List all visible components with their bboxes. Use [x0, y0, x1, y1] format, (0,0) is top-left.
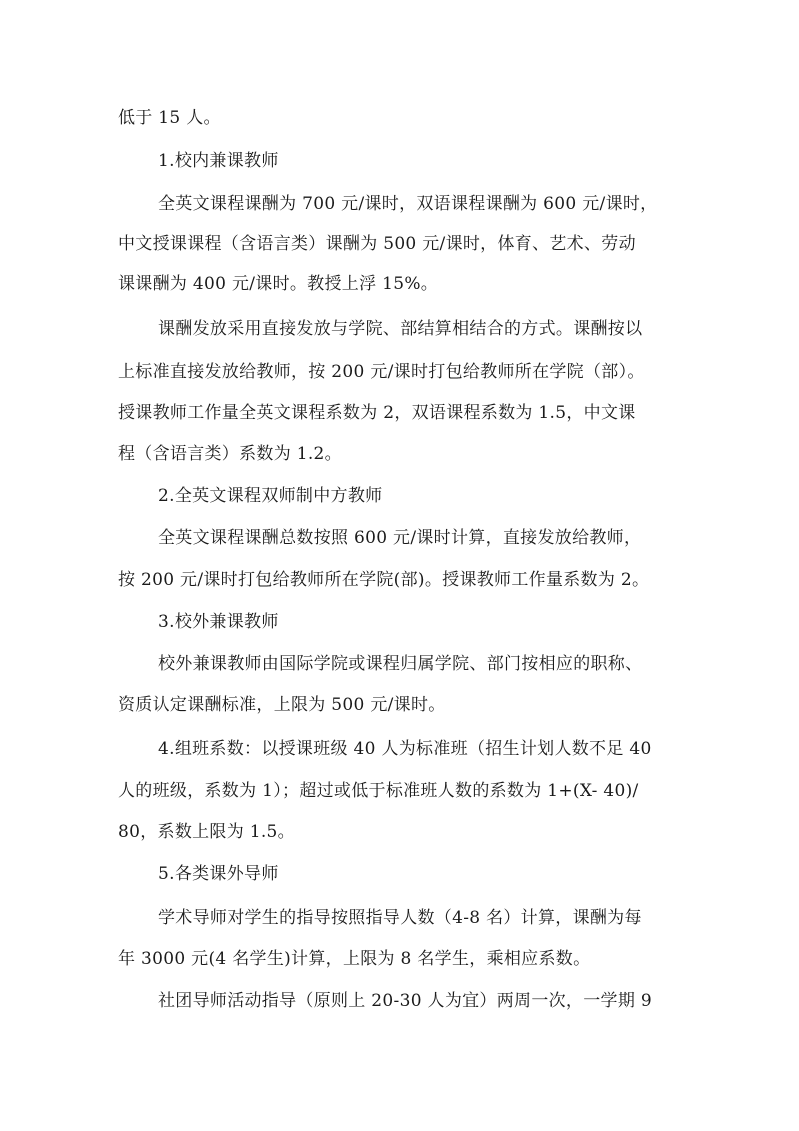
text-line-continuation: 低于 15 人。	[118, 108, 221, 128]
section-heading-3: 3.校外兼课教师	[158, 612, 279, 632]
text-line: 授课教师工作量全英文课程系数为 2，双语课程系数为 1.5，中文课	[118, 403, 636, 423]
text-line: 资质认定课酬标准，上限为 500 元/课时。	[118, 695, 446, 715]
text-line: 按 200 元/课时打包给教师所在学院(部)。授课教师工作量系数为 2。	[118, 570, 650, 590]
text-line: 中文授课课程（含语言类）课酬为 500 元/课时，体育、艺术、劳动	[118, 234, 636, 254]
text-line: 课酬发放采用直接发放与学院、部结算相结合的方式。课酬按以	[158, 319, 643, 339]
text-line: 全英文课程课酬总数按照 600 元/课时计算，直接发放给教师，	[158, 528, 642, 548]
text-line: 程（含语言类）系数为 1.2。	[118, 444, 342, 464]
section-heading-4: 4.组班系数：以授课班级 40 人为标准班（招生计划人数不足 40	[158, 739, 652, 759]
section-heading-5: 5.各类课外导师	[158, 864, 279, 884]
text-line: 80，系数上限为 1.5。	[118, 822, 295, 842]
text-line: 人的班级，系数为 1）；超过或低于标准班人数的系数为 1+(X- 40)/	[118, 781, 639, 801]
text-line: 社团导师活动指导（原则上 20-30 人为宜）两周一次，一学期 9	[158, 991, 652, 1011]
text-line: 全英文课程课酬为 700 元/课时，双语课程课酬为 600 元/课时，	[158, 194, 658, 214]
text-line: 学术导师对学生的指导按照指导人数（4-8 名）计算，课酬为每	[158, 908, 642, 928]
text-line: 年 3000 元(4 名学生)计算，上限为 8 名学生，乘相应系数。	[118, 949, 591, 969]
text-line: 课课酬为 400 元/课时。教授上浮 15%。	[118, 274, 439, 294]
section-heading-2: 2.全英文课程双师制中方教师	[158, 486, 383, 506]
text-line: 校外兼课教师由国际学院或课程归属学院、部门按相应的职称、	[158, 654, 643, 674]
section-heading-1: 1.校内兼课教师	[158, 151, 279, 171]
text-line: 上标准直接发放给教师，按 200 元/课时打包给教师所在学院（部）。	[118, 362, 645, 382]
